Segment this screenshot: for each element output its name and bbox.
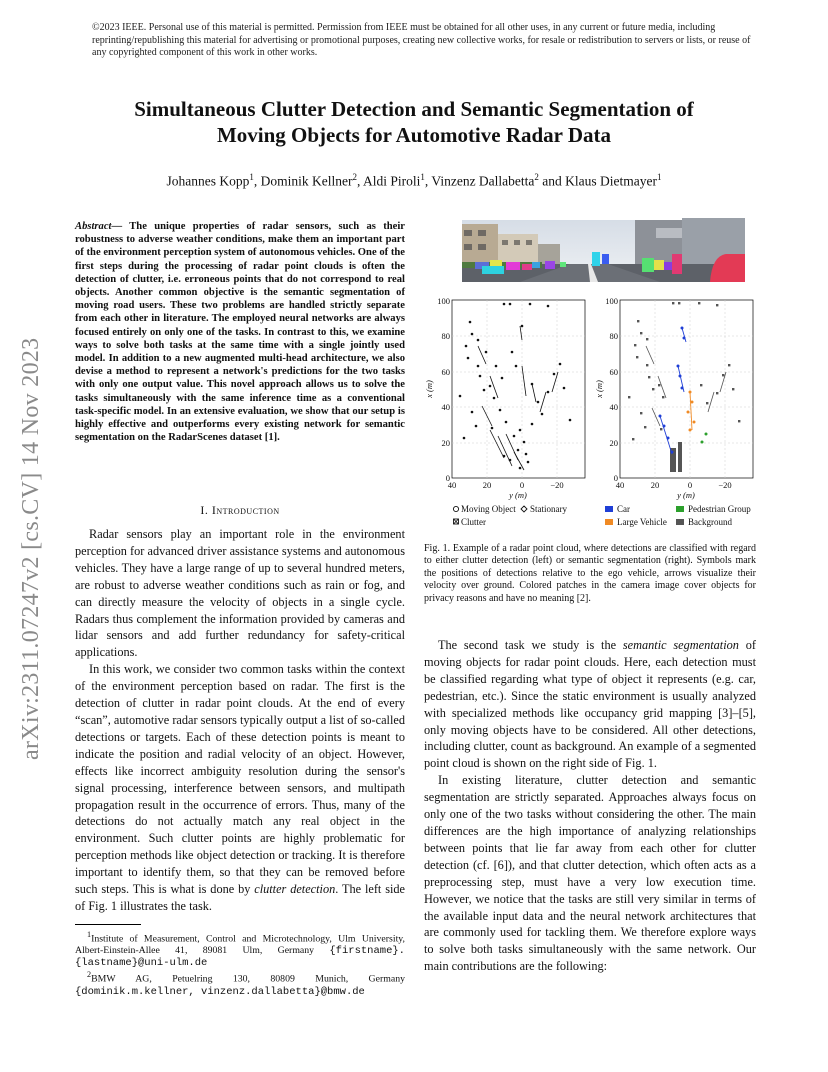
footnote-email: {dominik.m.kellner, vinzenz.dallabetta}@bmw.de xyxy=(75,985,365,998)
author-affiliation: 2 xyxy=(534,172,539,182)
figure-1 xyxy=(420,216,760,536)
large-vehicle-arrows xyxy=(690,392,692,430)
author-name: Klaus Dietmayer xyxy=(565,173,657,189)
y-tick: 20 xyxy=(441,438,450,448)
footnote-2 xyxy=(75,969,405,997)
section-title xyxy=(212,503,280,517)
paragraph xyxy=(75,661,405,915)
y-tick: 0 xyxy=(613,473,618,483)
emphasis: clutter detection xyxy=(254,882,336,897)
paragraph xyxy=(424,637,756,772)
pedestrian-group-swatch xyxy=(676,506,684,512)
x-tick: −20 xyxy=(550,480,564,490)
y-tick: 40 xyxy=(609,402,618,412)
right-column-body xyxy=(424,637,756,975)
y-tick: 60 xyxy=(609,367,618,377)
footnote-mark: 1 xyxy=(87,930,92,939)
camera-image xyxy=(462,218,745,282)
author-sep: , xyxy=(253,173,261,189)
footnote-mark: 2 xyxy=(87,970,92,980)
grid xyxy=(452,300,585,478)
author-affiliation: 1 xyxy=(249,172,254,182)
x-axis-label: y (m) xyxy=(509,490,527,500)
diamond-icon xyxy=(521,506,527,512)
abstract-text: — The unique properties of radar sensors, such as their robustness to adverse weather conditions, make them an important part of the environment perception system of autonomous vehicles. One of the first steps during the processing of radar point clouds is often the detection of clutter, i.e. erroneous points that do not correspond to real objects. Another common objective is the semantic segmentation of moving road users. These two problems are handled strictly separate from each other in literature. The employed neural networks are always focused entirely on only one of the tasks. In contrast to this, we examine ways to solve both tasks at the same time with a single jointly used model. In addition to a new augmented multi-head architecture, we also devise a method to represent a network's predictions for the two tasks with only one output value. This novel approach allows us to solve the tasks simultaneously with the same inference time as a conventional task-specific model. In an extensive evaluation, we show that our setup is highly effective and outperforms every existing network for semantic segmentation on the RadarScenes dataset [1]. xyxy=(75,221,405,444)
footnote-email: {firstname}.{lastname}@uni-ulm.de xyxy=(75,945,405,970)
legend-label: Background xyxy=(688,517,732,527)
points-clutter xyxy=(459,303,572,470)
x-tick: 40 xyxy=(615,480,625,490)
author-name: Dominik Kellner xyxy=(260,173,353,189)
car-arrows xyxy=(660,328,686,454)
abstract xyxy=(75,220,405,444)
author-affiliation: 1 xyxy=(420,172,425,182)
y-tick: 20 xyxy=(609,438,618,448)
points-pedestrian-group xyxy=(701,433,708,444)
author-and: and xyxy=(538,173,566,189)
legend-label: Pedestrian Group xyxy=(688,504,751,514)
y-axis-label: x (m) xyxy=(424,380,434,398)
legend-label: Stationary xyxy=(530,504,567,514)
author-list xyxy=(60,172,768,190)
x-tick: 0 xyxy=(519,480,525,490)
y-tick: 80 xyxy=(441,331,450,341)
y-tick: 100 xyxy=(437,296,450,306)
footnote-text: BMW AG, Petuelring 130, 80809 Munich, Germany xyxy=(91,973,405,985)
footnote-1 xyxy=(75,929,405,969)
y-axis-label: x (m) xyxy=(594,380,604,398)
author-name: Aldi Piroli xyxy=(362,173,421,189)
plot-frame xyxy=(452,300,585,478)
paragraph: In existing literature, clutter detection and semantic segmentation are strictly separated. Approaches always focus on only one of the two tasks without considering the other. The main differences are the high importance of analyzing relationships between points that lie far away from each other for clutter detection (cf. [6]), and that clutter detection, which often acts as a preprocessing step, must have a very low execution time. However, we notice that the tasks are still very similar in terms of the available input data and the neural network architectures that are commonly used for tackling them. We therefore explore ways to solve both tasks simultaneously with the same network. Our main contributions are the following: xyxy=(424,773,756,974)
plot-clutter xyxy=(452,300,585,478)
x-axis-label: y (m) xyxy=(677,490,695,500)
background-swatch xyxy=(676,519,684,525)
x-tick: 20 xyxy=(482,480,492,490)
title-line-1: Simultaneous Clutter Detection and Semantic Segmentation of xyxy=(134,97,694,121)
legend-label: Large Vehicle xyxy=(617,517,667,527)
points-car xyxy=(659,327,686,454)
legend-label: Clutter xyxy=(461,517,486,527)
y-tick: 60 xyxy=(441,367,450,377)
legend-label: Moving Object xyxy=(461,504,516,514)
footnote-text: Institute of Measurement, Control and Microtechnology, Ulm University, Albert-Einstein-Allee 41, 89081 Ulm, Germany xyxy=(75,933,405,957)
section-number: I. xyxy=(200,503,209,517)
y-tick: 100 xyxy=(605,296,618,306)
x-tick: 0 xyxy=(687,480,693,490)
arxiv-identifier: arXiv:2311.07247v2 [cs.CV] 14 Nov 2023 xyxy=(18,337,44,760)
author-sep: , xyxy=(424,173,432,189)
title-line-2: Moving Objects for Automotive Radar Data xyxy=(216,123,612,147)
paragraph-text: of moving objects for radar point clouds. Here, each detection must be classified regarding what type of object it represents (e.g. car, pedestrian, etc.). Since the static environment is usually analyzed with specialized methods like occupancy grid mapping [3]–[5], only moving objects have to be considered. All other detections, including clutter, count as background. An example of a segmented point cloud is shown on the right side of Fig. 1. xyxy=(424,638,756,771)
x-tick: 20 xyxy=(650,480,660,490)
footnotes xyxy=(75,929,405,998)
x-tick: −20 xyxy=(718,480,732,490)
footnote-rule xyxy=(75,924,141,925)
emphasis: semantic segmentation xyxy=(622,638,739,652)
velocity-arrows xyxy=(478,326,558,470)
paragraph-text: The second task we study is the xyxy=(438,638,623,652)
copyright-notice: ©2023 IEEE. Personal use of this material is permitted. Permission from IEEE must be obtained for all other uses, in any current or future media, including reprinting/republishing this material for advertising or promotional purposes, creating new collective works, for resale or redistribution to servers or lists, or reuse of any copyrighted component of this work in other works. xyxy=(92,22,751,58)
author-sep: , xyxy=(356,173,363,189)
axis-ticks xyxy=(424,296,732,500)
circle-icon xyxy=(453,506,458,511)
paragraph-text: . The left side of Fig. 1 illustrates the task. xyxy=(75,882,406,913)
points-background xyxy=(628,302,740,472)
left-column-body xyxy=(75,526,405,915)
figure-caption: Fig. 1. Example of a radar point cloud, where detections are classified with regard to either clutter detection (left) or semantic segmentation (right). Symbols mark the positions of detections relative to the ego vehicle, arrows visualize their velocity over ground. Colored patches in the camera image cover objects for privacy reasons and have no meaning [2]. xyxy=(424,543,756,604)
author-name: Vinzenz Dallabetta xyxy=(431,173,535,189)
author-name: Johannes Kopp xyxy=(166,173,250,189)
plot-segmentation xyxy=(620,300,753,478)
author-affiliation: 1 xyxy=(657,172,662,182)
section-title-text: Introduction xyxy=(211,503,280,517)
y-tick: 0 xyxy=(445,473,450,483)
car-swatch xyxy=(605,506,613,512)
paragraph-text: In this work, we consider two common tasks within the context of the environment perception based on radar. The first is the detection of clutter in radar point clouds. At the end of every “scan”, automotive radar sensors typically output a list of so-called detections or targets. Each of these detection points is meant to indicate the position and radial velocity of an object. However, effects like incorrect ambiguity resolution during the sensor's signal processing, interference between sensors, and multipath propagation result in the occurrence of errors. Thus, many of the detections do not actually match any real object in the environment. Such clutter points are highly problematic for perception methods like object detection or tracking. It is therefore important to identify them, so that they can be removed before such steps. This is what is done by xyxy=(75,662,405,897)
legend-label: Car xyxy=(617,504,630,514)
paragraph: Radar sensors play an important role in the environment perception for advanced driver assistance systems and autonomous vehicles. They have a large range of up to several hundred meters, are robust to adverse weather conditions such as rain or fog, and can directly measure the velocity of objects in a single cycle. Radars thus complement the information provided by cameras and lidar sensors and add further redundancy for safety-critical applications. xyxy=(75,527,405,660)
large-vehicle-swatch xyxy=(605,519,613,525)
paper-title xyxy=(60,96,768,148)
author-affiliation: 2 xyxy=(352,172,357,182)
legend-segmentation xyxy=(605,504,751,527)
y-tick: 80 xyxy=(609,331,618,341)
section-heading xyxy=(75,503,405,518)
legend-clutter xyxy=(453,504,567,527)
y-tick: 40 xyxy=(441,402,450,412)
x-tick: 40 xyxy=(447,480,457,490)
abstract-lead: Abstract xyxy=(75,221,112,232)
